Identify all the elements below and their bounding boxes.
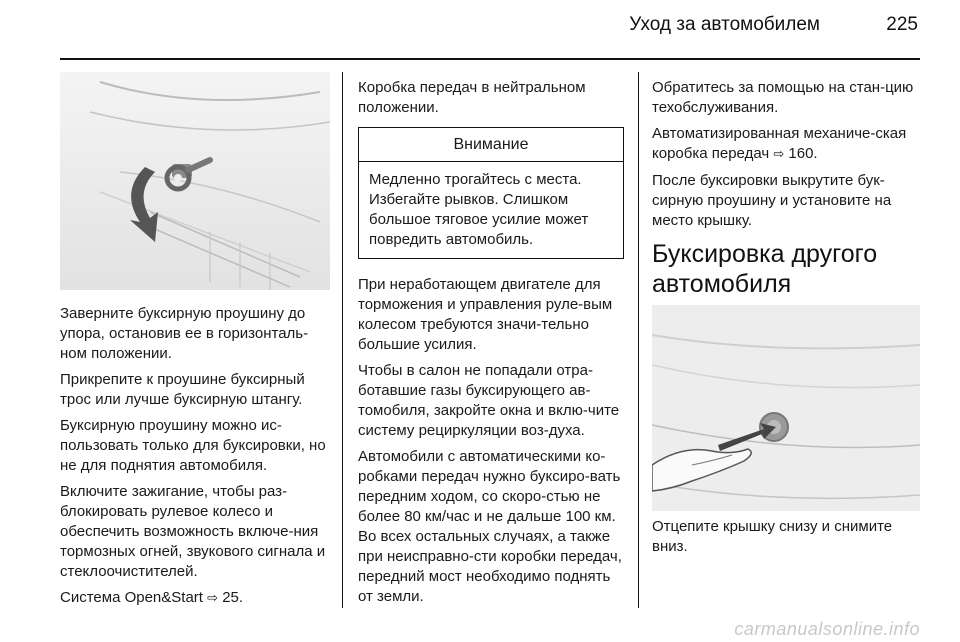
cross-reference-icon: ⇨ [207, 591, 219, 606]
watermark: carmanualsonline.info [734, 619, 920, 639]
column-2 [358, 78, 626, 613]
column-3 [652, 78, 920, 563]
bumper-cover-illustration [652, 305, 920, 511]
paragraph: Чтобы в салон не попадали отра-ботавшие газы буксирующего ав-томобиля, закройте окна и вклю-чите систему рециркуляции воз-духа. [358, 362, 620, 439]
cross-reference-icon: ⇨ [773, 147, 785, 162]
page-number: 225 [886, 14, 918, 35]
paragraph-open-start [60, 588, 330, 609]
paragraph: После буксировки выкрутите бук-сирную проушину и установите на место крышку. [652, 172, 892, 229]
cross-reference-link[interactable]: 160. [788, 145, 818, 162]
paragraph-gearbox [652, 124, 920, 165]
column-divider-2 [638, 72, 639, 608]
warning-title: Внимание [359, 128, 623, 162]
warning-box [358, 127, 624, 259]
page-header-title: Уход за автомобилем [629, 14, 820, 35]
towing-eye-illustration [60, 72, 330, 290]
paragraph: Прикрепите к проушине буксирный трос или лучше буксирную штангу. [60, 371, 305, 408]
paragraph: Буксирную проушину можно ис-пользовать только для буксировки, но не для поднятия автомобиля. [60, 417, 326, 474]
paragraph: Отцепите крышку снизу и снимите вниз. [652, 518, 893, 555]
paragraph: Включите зажигание, чтобы раз-блокировать рулевое колесо и обеспечить возможность включе-ния тормозных огней, звукового сигнала и стеклоочистителей. [60, 483, 326, 580]
header-divider [60, 58, 920, 60]
paragraph: При неработающем двигателе для торможения и управления руле-вым колесом требуются значи-тельно большие усилия. [358, 276, 613, 353]
column-divider-1 [342, 72, 343, 608]
open-start-label: Система Open&Start [60, 589, 203, 606]
warning-text: Медленно трогайтесь с места. Избегайте рывков. Слишком большое тяговое усилие может повредить автомобиль. [369, 171, 589, 248]
paragraph: Автомобили с автоматическими ко-робками передач нужно буксиро-вать передним ходом, со скоро-стью не более 80 км/час и не дальше 100 км. Во всех остальных случаях, а также при неисправно-сти коробки передач, передний мост необходимо поднять от земли. [358, 448, 622, 605]
gearbox-label: Автоматизированная механиче-ская коробка передач [652, 125, 907, 162]
column-1 [60, 72, 330, 615]
cross-reference-link[interactable]: 25. [222, 589, 244, 606]
section-heading: Буксировка другого автомобиля [652, 240, 878, 298]
paragraph: Обратитесь за помощью на стан-цию техобслуживания. [652, 79, 914, 116]
paragraph: Заверните буксирную проушину до упора, остановив ее в горизонталь-ном положении. [60, 305, 309, 362]
paragraph: Коробка передач в нейтральном положении. [358, 79, 586, 116]
